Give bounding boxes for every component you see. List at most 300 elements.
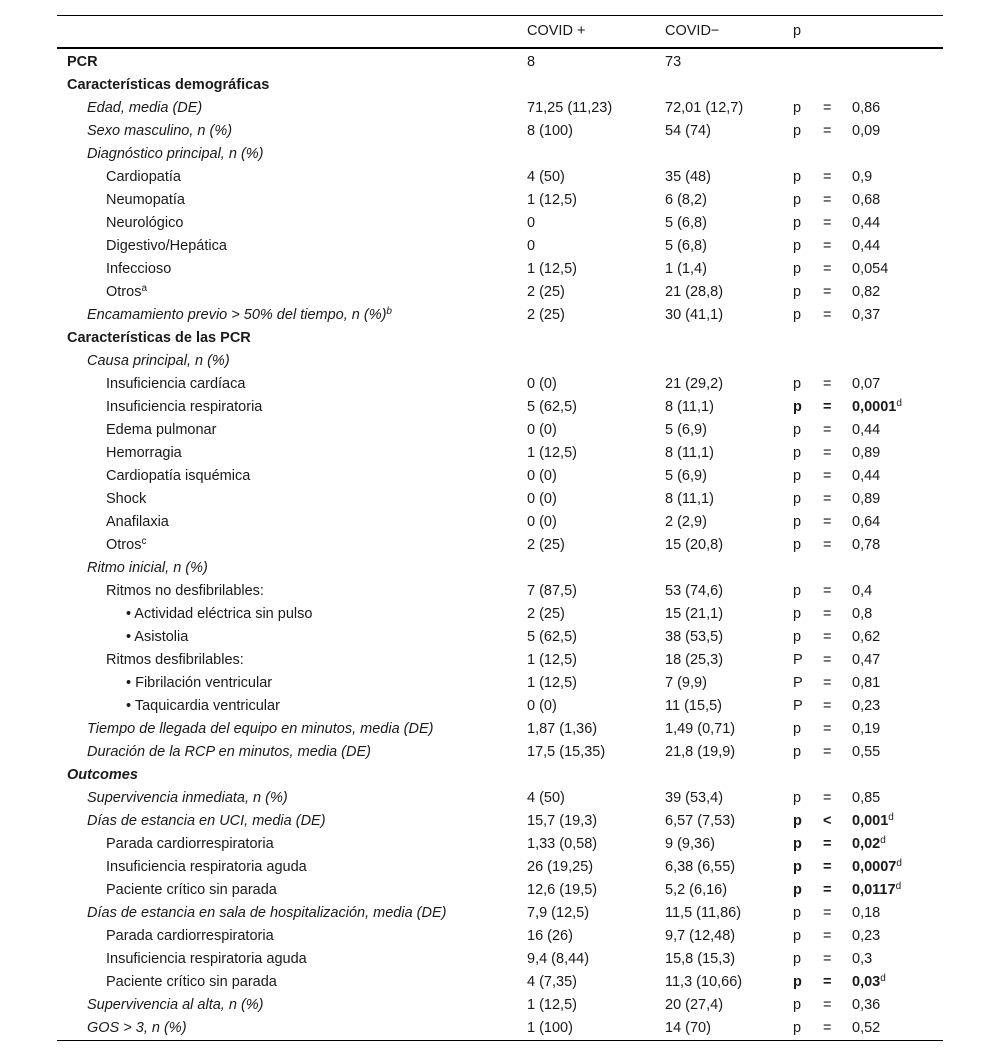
covid-positive-value	[527, 97, 665, 120]
p-label-text: P	[793, 697, 803, 714]
p-label	[793, 557, 823, 580]
table-row	[57, 396, 943, 419]
table-row	[57, 649, 943, 672]
covid-negative-value-text: 11,3 (10,66)	[665, 973, 743, 990]
p-label-text: p	[793, 99, 802, 116]
covid-positive-value-text: 2 (25)	[527, 283, 565, 300]
p-value	[852, 258, 943, 281]
p-label	[793, 189, 823, 212]
covid-negative-value	[665, 304, 793, 327]
row-label	[57, 327, 527, 350]
covid-negative-value-text: 7 (9,9)	[665, 674, 707, 691]
covid-positive-value-text: 2 (25)	[527, 536, 565, 553]
p-value	[852, 48, 943, 74]
covid-positive-value	[527, 971, 665, 994]
row-label	[57, 764, 527, 787]
table-row	[57, 442, 943, 465]
table-row	[57, 925, 943, 948]
covid-negative-value	[665, 442, 793, 465]
covid-negative-value-text: 5 (6,9)	[665, 467, 707, 484]
p-operator	[823, 603, 852, 626]
p-label	[793, 1017, 823, 1041]
p-operator-text: =	[823, 398, 832, 415]
covid-positive-value-text: 8 (100)	[527, 122, 573, 139]
p-value	[852, 396, 943, 419]
p-operator	[823, 511, 852, 534]
p-label-text: p	[793, 881, 802, 898]
covid-negative-value-text: 53 (74,6)	[665, 582, 724, 599]
row-label	[57, 879, 527, 902]
p-value	[852, 833, 943, 856]
table-row	[57, 626, 943, 649]
p-label	[793, 603, 823, 626]
footnote-marker: a	[141, 282, 148, 294]
p-operator	[823, 718, 852, 741]
covid-positive-value	[527, 626, 665, 649]
p-operator-text: =	[823, 214, 832, 231]
p-value-text: 0,62	[852, 628, 881, 645]
covid-positive-value	[527, 833, 665, 856]
p-label	[793, 948, 823, 971]
p-label-text: p	[793, 789, 802, 806]
p-operator	[823, 557, 852, 580]
covid-negative-value	[665, 718, 793, 741]
p-label-text: p	[793, 168, 802, 185]
table-row	[57, 143, 943, 166]
p-value	[852, 787, 943, 810]
p-label-text: p	[793, 191, 802, 208]
p-value-text: 0,3	[852, 950, 873, 967]
p-label	[793, 879, 823, 902]
covid-negative-value	[665, 534, 793, 557]
p-label	[793, 764, 823, 787]
p-label	[793, 74, 823, 97]
p-label-text: p	[793, 835, 802, 852]
covid-negative-value	[665, 787, 793, 810]
table-row	[57, 419, 943, 442]
table-row	[57, 212, 943, 235]
p-value-text: 0,68	[852, 191, 881, 208]
covid-negative-value-text: 21,8 (19,9)	[665, 743, 736, 760]
p-operator	[823, 672, 852, 695]
table-row	[57, 258, 943, 281]
row-label	[57, 948, 527, 971]
p-label	[793, 925, 823, 948]
covid-negative-value-text: 9 (9,36)	[665, 835, 715, 852]
p-operator	[823, 166, 852, 189]
p-label	[793, 580, 823, 603]
p-value-text: 0,4	[852, 582, 873, 599]
covid-negative-value	[665, 879, 793, 902]
covid-positive-value	[527, 580, 665, 603]
p-value	[852, 419, 943, 442]
p-label	[793, 718, 823, 741]
p-operator	[823, 649, 852, 672]
covid-negative-value	[665, 281, 793, 304]
row-label-text: Paciente crítico sin parada	[106, 973, 277, 990]
table-row	[57, 810, 943, 833]
row-label-text: • Fibrilación ventricular	[126, 674, 273, 691]
covid-positive-value-text: 0	[527, 237, 536, 254]
table-row	[57, 166, 943, 189]
p-label-text: p	[793, 237, 802, 254]
covid-negative-value-text: 18 (25,3)	[665, 651, 724, 668]
p-label	[793, 419, 823, 442]
p-operator	[823, 626, 852, 649]
covid-negative-value	[665, 350, 793, 373]
covid-positive-value-text: 4 (50)	[527, 789, 565, 806]
covid-negative-value	[665, 465, 793, 488]
covid-negative-value-text: 11 (15,5)	[665, 697, 722, 714]
p-operator-text: =	[823, 973, 832, 990]
p-value	[852, 74, 943, 97]
row-label	[57, 971, 527, 994]
p-operator-text: =	[823, 237, 832, 254]
covid-negative-value-text: 21 (28,8)	[665, 283, 724, 300]
p-value	[852, 879, 943, 902]
covid-negative-value	[665, 189, 793, 212]
p-operator	[823, 925, 852, 948]
p-value	[852, 856, 943, 879]
row-label	[57, 603, 527, 626]
table-row	[57, 350, 943, 373]
covid-negative-value	[665, 488, 793, 511]
p-label-text: p	[793, 490, 802, 507]
p-label-text: p	[793, 628, 802, 645]
row-label	[57, 143, 527, 166]
p-operator-text: =	[823, 927, 832, 944]
p-operator	[823, 327, 852, 350]
p-operator-text: =	[823, 99, 832, 116]
covid-negative-value-text: 73	[665, 53, 682, 70]
row-label	[57, 48, 527, 74]
row-label	[57, 465, 527, 488]
covid-negative-value	[665, 396, 793, 419]
covid-positive-value-text: 0 (0)	[527, 697, 557, 714]
p-value	[852, 373, 943, 396]
p-value	[852, 281, 943, 304]
p-label-text: p	[793, 283, 802, 300]
covid-positive-value	[527, 189, 665, 212]
covid-positive-value	[527, 1017, 665, 1041]
covid-negative-value-text: 72,01 (12,7)	[665, 99, 744, 116]
p-operator	[823, 120, 852, 143]
row-label	[57, 787, 527, 810]
p-value	[852, 695, 943, 718]
p-label	[793, 833, 823, 856]
covid-positive-value-text: 16 (26)	[527, 927, 573, 944]
p-value	[852, 465, 943, 488]
covid-negative-value-text: 15,8 (15,3)	[665, 950, 736, 967]
row-label-text: Hemorragia	[106, 444, 182, 461]
p-value-text: 0,44	[852, 467, 881, 484]
covid-positive-value-text: 0 (0)	[527, 490, 557, 507]
covid-positive-value-text: 0 (0)	[527, 513, 557, 530]
covid-positive-value	[527, 396, 665, 419]
covid-positive-value	[527, 166, 665, 189]
p-label	[793, 465, 823, 488]
p-operator	[823, 1017, 852, 1041]
row-label	[57, 580, 527, 603]
covid-negative-value-text: 38 (53,5)	[665, 628, 724, 645]
covid-positive-value	[527, 373, 665, 396]
p-operator	[823, 580, 852, 603]
p-operator-text: =	[823, 283, 832, 300]
p-operator	[823, 741, 852, 764]
p-label	[793, 971, 823, 994]
covid-negative-value-text: 6,57 (7,53)	[665, 812, 736, 829]
covid-positive-value-text: 17,5 (15,35)	[527, 743, 606, 760]
table-row	[57, 833, 943, 856]
p-label-text: p	[793, 720, 802, 737]
p-label-text: p	[793, 536, 802, 553]
table-row	[57, 580, 943, 603]
covid-negative-value	[665, 166, 793, 189]
table-row	[57, 994, 943, 1017]
p-operator-text: =	[823, 674, 832, 691]
footnote-marker: d	[880, 972, 886, 984]
covid-negative-value	[665, 258, 793, 281]
p-operator-text: =	[823, 996, 832, 1013]
p-value-text: 0,0001	[852, 398, 897, 415]
p-value	[852, 235, 943, 258]
covid-negative-value-text: 14 (70)	[665, 1019, 711, 1036]
table-row	[57, 741, 943, 764]
table-row	[57, 304, 943, 327]
p-operator	[823, 787, 852, 810]
p-value	[852, 534, 943, 557]
covid-positive-value	[527, 419, 665, 442]
covid-negative-value	[665, 212, 793, 235]
p-label	[793, 350, 823, 373]
table-row	[57, 1017, 943, 1041]
row-label	[57, 281, 527, 304]
covid-negative-value-text: 20 (27,4)	[665, 996, 724, 1013]
row-label	[57, 994, 527, 1017]
covid-positive-value	[527, 235, 665, 258]
footnote-marker: d	[896, 397, 902, 409]
covid-negative-value	[665, 120, 793, 143]
covid-negative-value-text: 35 (48)	[665, 168, 711, 185]
covid-positive-value-text: 7,9 (12,5)	[527, 904, 590, 921]
p-label	[793, 258, 823, 281]
p-label-text: p	[793, 1019, 802, 1036]
p-operator	[823, 74, 852, 97]
row-label-text: Ritmos no desfibrilables:	[106, 582, 264, 599]
p-value-text: 0,52	[852, 1019, 881, 1036]
table-row	[57, 695, 943, 718]
p-operator	[823, 48, 852, 74]
covid-positive-value	[527, 879, 665, 902]
p-label	[793, 304, 823, 327]
p-value	[852, 1017, 943, 1041]
row-label	[57, 557, 527, 580]
p-operator	[823, 373, 852, 396]
row-label	[57, 74, 527, 97]
p-operator-text: <	[823, 812, 832, 829]
row-label-text: • Taquicardia ventricular	[126, 697, 280, 714]
p-value-text: 0,07	[852, 375, 881, 392]
p-value-text: 0,23	[852, 927, 881, 944]
table-row	[57, 281, 943, 304]
p-operator	[823, 189, 852, 212]
p-label	[793, 396, 823, 419]
covid-negative-value	[665, 626, 793, 649]
p-value	[852, 97, 943, 120]
p-label	[793, 120, 823, 143]
p-value-text: 0,9	[852, 168, 873, 185]
p-value	[852, 350, 943, 373]
row-label	[57, 97, 527, 120]
covid-positive-value	[527, 902, 665, 925]
covid-negative-value-text: 5,2 (6,16)	[665, 881, 728, 898]
footnote-marker: c	[141, 535, 147, 547]
table-row	[57, 373, 943, 396]
covid-positive-value	[527, 511, 665, 534]
p-label	[793, 695, 823, 718]
covid-positive-value	[527, 304, 665, 327]
covid-negative-value	[665, 74, 793, 97]
covid-positive-value-text: 0	[527, 214, 536, 231]
covid-negative-value-text: 1 (1,4)	[665, 260, 707, 277]
covid-negative-value	[665, 810, 793, 833]
covid-negative-value	[665, 856, 793, 879]
covid-positive-value	[527, 281, 665, 304]
table-row	[57, 718, 943, 741]
row-label-text: • Actividad eléctrica sin pulso	[126, 605, 313, 622]
p-value-text: 0,44	[852, 421, 881, 438]
p-label	[793, 741, 823, 764]
row-label	[57, 718, 527, 741]
p-value	[852, 120, 943, 143]
covid-positive-value	[527, 603, 665, 626]
covid-positive-value-text: 0 (0)	[527, 421, 557, 438]
covid-positive-value	[527, 74, 665, 97]
p-label	[793, 902, 823, 925]
row-label	[57, 534, 527, 557]
p-label	[793, 626, 823, 649]
p-value-text: 0,44	[852, 237, 881, 254]
p-operator-text: =	[823, 720, 832, 737]
row-label-text: • Asistolia	[126, 628, 189, 645]
row-label-text: Duración de la RCP en minutos, media (DE)	[87, 743, 371, 760]
table-row	[57, 902, 943, 925]
p-value-text: 0,09	[852, 122, 881, 139]
row-label-text: Infeccioso	[106, 260, 172, 277]
table-header-row	[57, 16, 943, 48]
covid-negative-value	[665, 649, 793, 672]
p-label	[793, 672, 823, 695]
p-operator	[823, 879, 852, 902]
p-label-text: p	[793, 260, 802, 277]
p-operator-text: =	[823, 191, 832, 208]
p-value	[852, 902, 943, 925]
p-operator-text: =	[823, 421, 832, 438]
p-value	[852, 189, 943, 212]
p-value-text: 0,23	[852, 697, 881, 714]
p-value-text: 0,64	[852, 513, 881, 530]
p-label-text: p	[793, 582, 802, 599]
p-label-text: p	[793, 214, 802, 231]
p-label-text: p	[793, 950, 802, 967]
p-value	[852, 580, 943, 603]
covid-positive-value	[527, 856, 665, 879]
covid-positive-value-text: 1 (12,5)	[527, 996, 577, 1013]
covid-positive-value-text: 1 (12,5)	[527, 444, 577, 461]
p-operator-text: =	[823, 743, 832, 760]
p-operator	[823, 810, 852, 833]
p-value-text: 0,054	[852, 260, 889, 277]
p-value-text: 0,18	[852, 904, 881, 921]
table-row	[57, 971, 943, 994]
covid-positive-value-text: 0 (0)	[527, 467, 557, 484]
p-label	[793, 810, 823, 833]
p-operator	[823, 350, 852, 373]
row-label-text: Sexo masculino, n (%)	[87, 122, 233, 139]
p-value-text: 0,86	[852, 99, 881, 116]
row-label	[57, 189, 527, 212]
covid-positive-value-text: 12,6 (19,5)	[527, 881, 598, 898]
covid-negative-value	[665, 235, 793, 258]
row-label-text: Outcomes	[67, 766, 138, 783]
p-operator-text: =	[823, 375, 832, 392]
p-operator-text: =	[823, 444, 832, 461]
row-label	[57, 649, 527, 672]
p-value-text: 0,78	[852, 536, 881, 553]
footnote-marker: d	[896, 857, 902, 869]
covid-negative-value-text: 9,7 (12,48)	[665, 927, 736, 944]
covid-negative-value-text: 2 (2,9)	[665, 513, 707, 530]
covid-positive-value-text: 1,87 (1,36)	[527, 720, 598, 737]
covid-positive-value-text: 5 (62,5)	[527, 398, 577, 415]
row-label-text: Características demográficas	[67, 76, 270, 93]
covid-negative-value	[665, 902, 793, 925]
covid-negative-value	[665, 419, 793, 442]
p-value	[852, 143, 943, 166]
covid-negative-value-text: 8 (11,1)	[665, 398, 714, 415]
row-label	[57, 373, 527, 396]
covid-negative-value	[665, 557, 793, 580]
p-operator-text: =	[823, 122, 832, 139]
p-label-text: p	[793, 122, 802, 139]
p-value	[852, 488, 943, 511]
p-value	[852, 304, 943, 327]
p-operator-text: =	[823, 697, 832, 714]
footnote-marker: d	[888, 811, 894, 823]
p-value-text: 0,89	[852, 490, 881, 507]
covid-negative-value-text: 8 (11,1)	[665, 490, 714, 507]
row-label-text: Ritmos desfibrilables:	[106, 651, 244, 668]
p-value-text: 0,44	[852, 214, 881, 231]
p-label-text: p	[793, 743, 802, 760]
covid-positive-value	[527, 925, 665, 948]
row-label-text: Encamamiento previo > 50% del tiempo, n (%)	[87, 306, 387, 323]
p-operator	[823, 304, 852, 327]
covid-negative-value	[665, 580, 793, 603]
table-row	[57, 189, 943, 212]
covid-negative-value-text: 6 (8,2)	[665, 191, 707, 208]
row-label-text: Diagnóstico principal, n (%)	[87, 145, 264, 162]
results-table	[57, 15, 943, 1041]
covid-positive-value	[527, 120, 665, 143]
row-label	[57, 442, 527, 465]
p-operator-text: =	[823, 858, 832, 875]
p-label-text: p	[793, 812, 802, 829]
covid-negative-value	[665, 948, 793, 971]
row-label-text: Neurológico	[106, 214, 184, 231]
covid-negative-value-text: 5 (6,9)	[665, 421, 707, 438]
p-label-text: p	[793, 605, 802, 622]
